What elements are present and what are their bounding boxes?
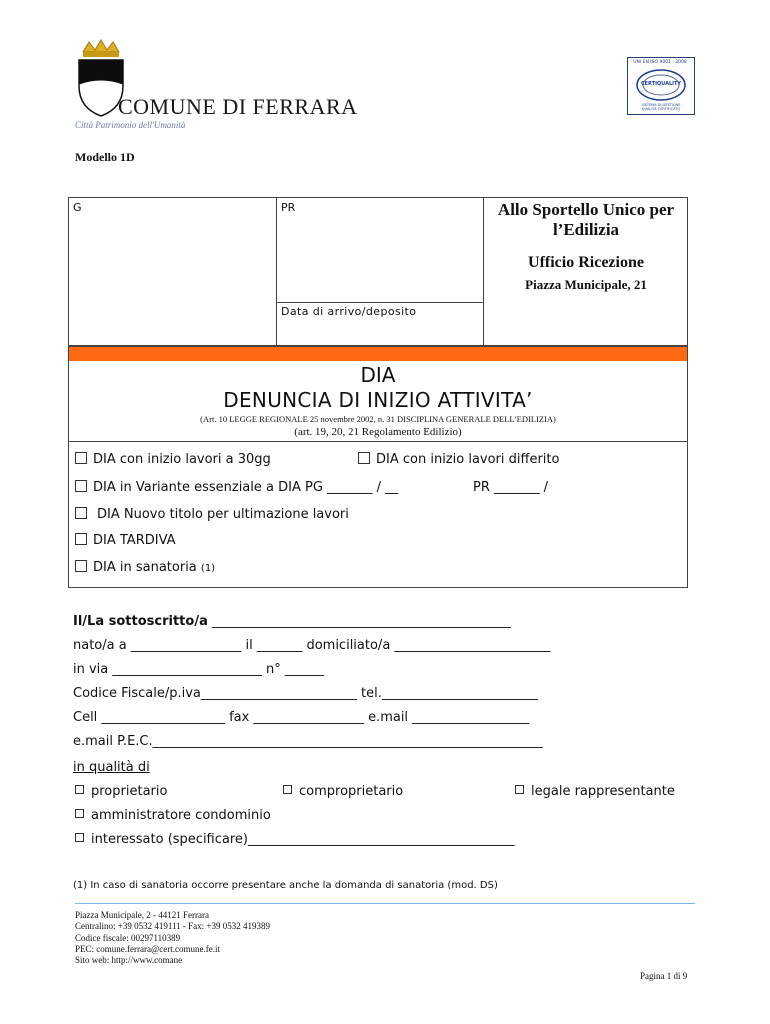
role-comproprietario[interactable]: comproprietario [283, 784, 403, 799]
birth-domicile-row[interactable]: nato/a a _________________ il _______ domiciliato/a ________________________ [73, 638, 551, 653]
recipient-block [484, 200, 688, 293]
cert-bot-text: SISTEMA DI GESTIONE QUALITÀ CERTIFICATO [641, 103, 681, 111]
checkbox[interactable] [75, 785, 84, 794]
recipient-line1: Allo Sportello Unico per [497, 200, 675, 219]
option-dia-tardiva[interactable]: DIA TARDIVA [75, 533, 176, 548]
footnote-ref: (1) [200, 563, 216, 574]
option-dia-differito[interactable]: DIA con inizio lavori differito [358, 452, 559, 467]
pec-row[interactable]: e.mail P.E.C.____________________________________________________________ [73, 734, 543, 749]
footer-fiscal-code: Codice fiscale: 00297110389 [75, 932, 181, 943]
footnote: (1) In caso di sanatoria occorre presentare anche la domanda di sanatoria (mod. DS) [73, 880, 498, 891]
footer-contacts [75, 910, 270, 966]
option-dia-30gg[interactable]: DIA con inizio lavori a 30gg [75, 452, 271, 467]
checkbox[interactable] [75, 452, 87, 464]
checkbox[interactable] [515, 785, 524, 794]
footer-phone: Centralino: +39 0532 419111 - Fax: +39 0532 419389 [75, 921, 270, 932]
cert-top-text: UNI EN ISO 9001 : 2008 [633, 60, 687, 65]
cert-mid-text: CERTIQUALITY [640, 81, 682, 87]
qualita-heading: in qualità di [73, 760, 150, 775]
logo-tagline: Città Patrimonio dell'Umanità [75, 120, 186, 130]
sottoscritto-label: Il/La sottoscritto/a [73, 614, 208, 629]
role-legale-rappresentante[interactable]: legale rappresentante [515, 784, 675, 799]
g-protocol-field[interactable]: G [73, 201, 82, 214]
legal-reference: (Art. 10 LEGGE REGIONALE 25 novembre 2002, n. 31 DISCIPLINA GENERALE DELL’EDILIZIA) [200, 414, 556, 424]
option-dia-nuovo-titolo[interactable]: DIA Nuovo titolo per ultimazione lavori [75, 507, 349, 522]
logo-name: COMUNE DI FERRARA [118, 94, 358, 119]
recipient-line2: l’Edilizia [552, 220, 620, 239]
certification-badge [627, 57, 695, 115]
footer-website: Sito web: http://www.comane [75, 955, 183, 966]
orange-band [69, 347, 687, 361]
checkbox[interactable] [75, 507, 87, 519]
checkbox[interactable] [75, 560, 87, 572]
arrival-date-field[interactable]: Data di arrivo/deposito [281, 305, 417, 318]
checkbox[interactable] [358, 452, 370, 464]
variante-pr-field[interactable]: PR _______ / [473, 480, 549, 495]
option-dia-variante[interactable]: DIA in Variante essenziale a DIA PG _______ / __ [75, 480, 398, 495]
role-proprietario[interactable]: proprietario [75, 784, 167, 799]
doc-title: DENUNCIA DI INIZIO ATTIVITA’ [223, 388, 533, 412]
footer-address: Piazza Municipale, 2 - 44121 Ferrara [75, 910, 209, 920]
fiscal-code-phone-row[interactable]: Codice Fiscale/p.iva________________________ tel.________________________ [73, 686, 538, 701]
cell-fax-email-row[interactable]: Cell ___________________ fax _________________ e.mail __________________ [73, 710, 530, 725]
option-dia-sanatoria[interactable]: DIA in sanatoria (1) [75, 560, 215, 575]
office-address: Piazza Municipale, 21 [525, 277, 647, 292]
footer-rule [75, 903, 695, 904]
regulation-reference: (art. 19, 20, 21 Regolamento Edilizio) [294, 426, 462, 438]
divider [276, 302, 484, 303]
checkbox[interactable] [75, 480, 87, 492]
checkbox[interactable] [75, 533, 87, 545]
address-row[interactable]: in via _______________________ n° ______ [73, 662, 324, 677]
modello-label: Modello 1D [75, 150, 135, 164]
divider [68, 441, 688, 442]
checkbox[interactable] [283, 785, 292, 794]
pr-protocol-field[interactable]: PR [281, 201, 296, 214]
sottoscritto-row[interactable]: Il/La sottoscritto/a ______________________________________________ [73, 614, 511, 629]
role-amministratore[interactable]: amministratore condominio [75, 808, 271, 823]
office-name: Ufficio Ricezione [528, 254, 644, 271]
footer-pec: PEC: comune.ferrara@cert.comune.fe.it [75, 943, 220, 954]
divider [276, 197, 277, 346]
page-number: Pagina 1 di 9 [640, 971, 688, 981]
role-interessato[interactable]: interessato (specificare)_________________________________________ [75, 832, 514, 847]
doc-title-short: DIA [360, 363, 396, 387]
checkbox[interactable] [75, 809, 84, 818]
checkbox[interactable] [75, 833, 84, 842]
